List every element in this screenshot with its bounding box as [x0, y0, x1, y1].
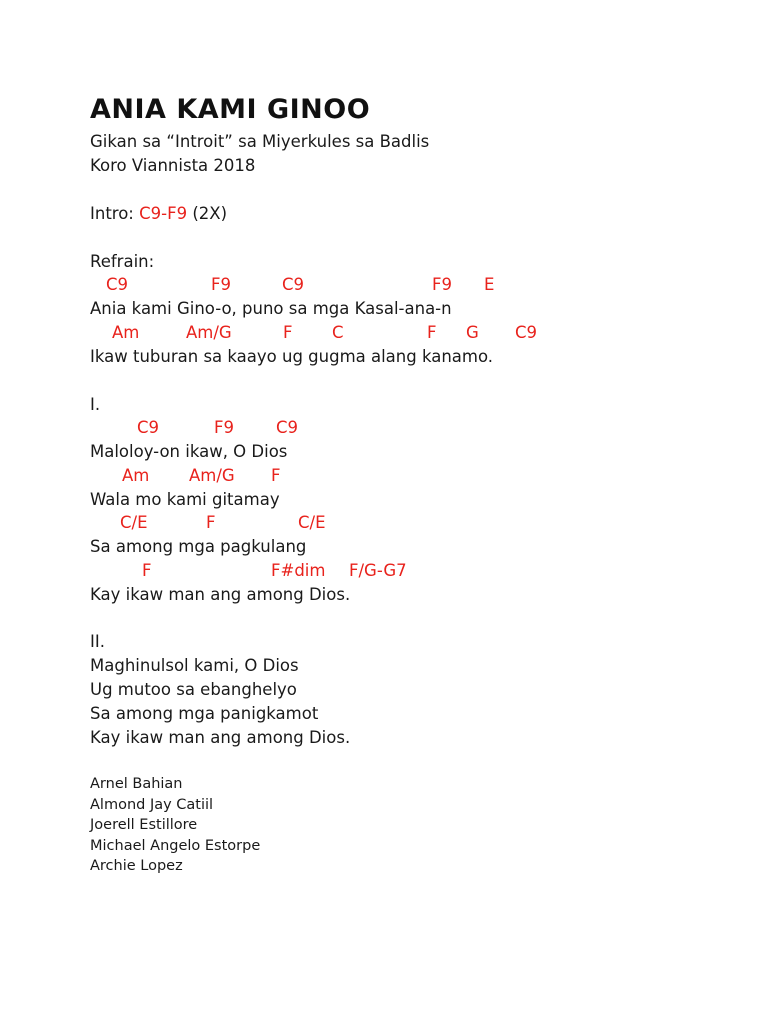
- chord: G: [466, 323, 479, 342]
- chord: F: [206, 513, 216, 532]
- chord: Am/G: [189, 466, 235, 485]
- chord: F9: [211, 275, 231, 294]
- credit-name: Joerell Estillore: [90, 817, 198, 833]
- credit-name: Michael Angelo Estorpe: [90, 838, 261, 854]
- choir-name: Koro Viannista 2018: [90, 156, 256, 175]
- chord: C/E: [298, 513, 326, 532]
- chord: C9: [106, 275, 129, 294]
- lyric-line: Sa among mga pagkulang: [90, 537, 307, 556]
- chord: E: [484, 275, 495, 294]
- refrain-label: Refrain:: [90, 252, 155, 271]
- lyric-line: Maghinulsol kami, O Dios: [90, 656, 299, 675]
- chord: C9: [515, 323, 538, 342]
- chord: F/G-G7: [349, 561, 407, 580]
- chord: C9: [137, 418, 160, 437]
- lyric-line: Sa among mga panigkamot: [90, 704, 319, 723]
- lyric-line: Ania kami Gino-o, puno sa mga Kasal-ana-n: [90, 299, 452, 318]
- credit-name: Almond Jay Catiil: [90, 797, 214, 813]
- song-source: Gikan sa “Introit” sa Miyerkules sa Badlis: [90, 132, 430, 151]
- chord: C9: [276, 418, 299, 437]
- lyric-line: Maloloy-on ikaw, O Dios: [90, 442, 288, 461]
- lyric-line: Ikaw tuburan sa kaayo ug gugma alang kanamo.: [90, 347, 494, 366]
- song-title: ANIA KAMI GINOO: [90, 94, 371, 125]
- chord: C: [332, 323, 344, 342]
- chord: Am/G: [186, 323, 232, 342]
- credit-name: Archie Lopez: [90, 858, 183, 874]
- chord: F9: [214, 418, 234, 437]
- verse-2-label: II.: [90, 632, 105, 651]
- intro-chords: C9-F9: [139, 204, 188, 223]
- lyric-line: Kay ikaw man ang among Dios.: [90, 728, 351, 747]
- intro-line: [90, 204, 227, 224]
- intro-repeat: (2X): [187, 204, 228, 223]
- chord: F#dim: [271, 561, 326, 580]
- chord: C/E: [120, 513, 148, 532]
- intro-label: Intro:: [90, 204, 140, 223]
- credit-name: Arnel Bahian: [90, 776, 183, 792]
- lyric-line: Ug mutoo sa ebanghelyo: [90, 680, 297, 699]
- lyric-line: Kay ikaw man ang among Dios.: [90, 585, 351, 604]
- lyric-line: Wala mo kami gitamay: [90, 490, 280, 509]
- chord: F: [271, 466, 281, 485]
- chord: Am: [122, 466, 150, 485]
- chord: F9: [432, 275, 452, 294]
- chord: Am: [112, 323, 140, 342]
- chord: F: [142, 561, 152, 580]
- chord: F: [427, 323, 437, 342]
- verse-1-label: I.: [90, 395, 101, 414]
- chord: C9: [282, 275, 305, 294]
- chord: F: [283, 323, 293, 342]
